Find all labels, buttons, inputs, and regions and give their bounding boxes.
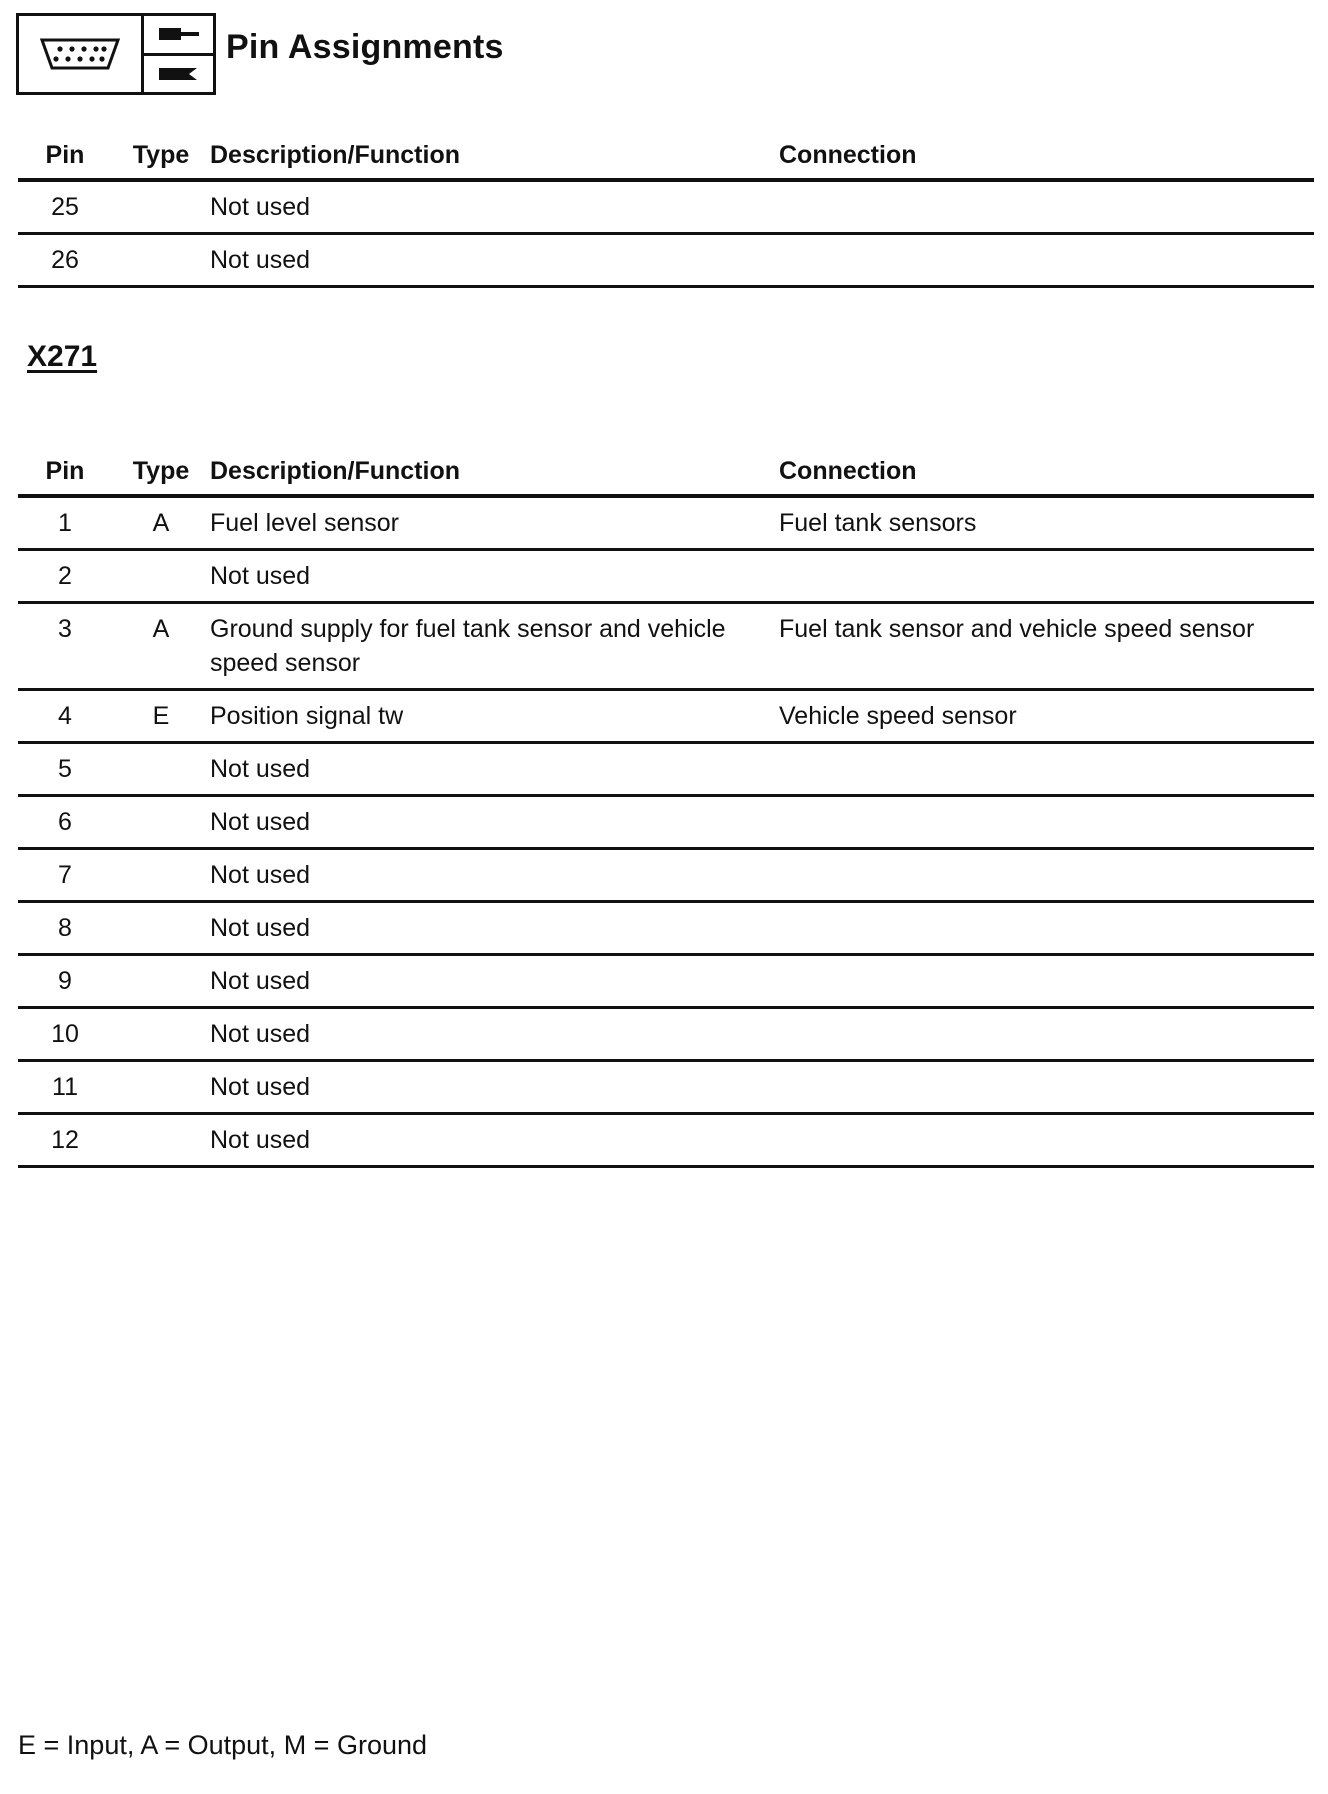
cell-pin: 12 (18, 1114, 112, 1167)
table-row (18, 1114, 1314, 1167)
cell-connection (779, 796, 1314, 849)
cell-connection (779, 902, 1314, 955)
cell-description: Position signal tw (210, 690, 779, 743)
cell-connection (779, 1008, 1314, 1061)
cell-type (112, 955, 210, 1008)
table-row (18, 234, 1314, 287)
cell-pin: 11 (18, 1061, 112, 1114)
cell-connection (779, 849, 1314, 902)
cell-pin: 8 (18, 902, 112, 955)
cell-connection (779, 234, 1314, 287)
column-header-connection: Connection (779, 130, 1314, 180)
cell-type (112, 849, 210, 902)
cell-description: Not used (210, 180, 779, 234)
cell-type (112, 1061, 210, 1114)
cell-connection (779, 550, 1314, 603)
cell-description: Not used (210, 1114, 779, 1167)
table-row (18, 603, 1314, 690)
column-header-description: Description/Function (210, 130, 779, 180)
pin-male-icon (144, 16, 213, 56)
table-row (18, 690, 1314, 743)
cell-description: Not used (210, 1061, 779, 1114)
cell-type: A (112, 603, 210, 690)
pin-female-icon (144, 56, 213, 93)
cell-pin: 25 (18, 180, 112, 234)
cell-description: Not used (210, 234, 779, 287)
cell-description: Fuel level sensor (210, 496, 779, 550)
cell-connection: Fuel tank sensors (779, 496, 1314, 550)
table-row (18, 743, 1314, 796)
cell-pin: 10 (18, 1008, 112, 1061)
cell-connection (779, 1061, 1314, 1114)
icon-box (16, 13, 216, 95)
cell-connection (779, 180, 1314, 234)
cell-type (112, 180, 210, 234)
cell-connection (779, 743, 1314, 796)
page-title: Pin Assignments (226, 27, 504, 66)
table-row (18, 550, 1314, 603)
cell-type (112, 743, 210, 796)
cell-description: Not used (210, 849, 779, 902)
section-label-x271: X271 (27, 340, 98, 373)
column-header-pin: Pin (18, 446, 112, 496)
cell-type (112, 234, 210, 287)
cell-type (112, 1114, 210, 1167)
pin-table-x271 (18, 446, 1314, 1168)
cell-type (112, 902, 210, 955)
column-header-type: Type (112, 130, 210, 180)
cell-description: Not used (210, 955, 779, 1008)
cell-description: Not used (210, 902, 779, 955)
cell-pin: 7 (18, 849, 112, 902)
table-row (18, 955, 1314, 1008)
table-row (18, 496, 1314, 550)
cell-description: Not used (210, 796, 779, 849)
table-header-row (18, 130, 1314, 180)
cell-connection: Fuel tank sensor and vehicle speed sensor (779, 603, 1314, 690)
table-header-row (18, 446, 1314, 496)
cell-type (112, 550, 210, 603)
cell-connection (779, 1114, 1314, 1167)
column-header-type: Type (112, 446, 210, 496)
type-legend: E = Input, A = Output, M = Ground (18, 1730, 428, 1760)
cell-pin: 6 (18, 796, 112, 849)
table-row (18, 902, 1314, 955)
cell-type: E (112, 690, 210, 743)
cell-connection (779, 955, 1314, 1008)
column-header-pin: Pin (18, 130, 112, 180)
cell-type (112, 1008, 210, 1061)
connector-icon (19, 16, 144, 92)
cell-type (112, 796, 210, 849)
table-row (18, 796, 1314, 849)
cell-pin: 26 (18, 234, 112, 287)
cell-description: Not used (210, 743, 779, 796)
cell-pin: 3 (18, 603, 112, 690)
cell-description: Not used (210, 1008, 779, 1061)
page-header (16, 12, 504, 96)
table-row (18, 1061, 1314, 1114)
table-row (18, 849, 1314, 902)
cell-pin: 4 (18, 690, 112, 743)
cell-pin: 1 (18, 496, 112, 550)
cell-type: A (112, 496, 210, 550)
pin-icon-group (144, 16, 213, 92)
column-header-connection: Connection (779, 446, 1314, 496)
column-header-description: Description/Function (210, 446, 779, 496)
cell-pin: 5 (18, 743, 112, 796)
cell-pin: 9 (18, 955, 112, 1008)
cell-connection: Vehicle speed sensor (779, 690, 1314, 743)
table-row (18, 1008, 1314, 1061)
table-row (18, 180, 1314, 234)
pin-table-top (18, 130, 1314, 288)
cell-description: Ground supply for fuel tank sensor and vehicle speed sensor (210, 603, 779, 690)
cell-pin: 2 (18, 550, 112, 603)
cell-description: Not used (210, 550, 779, 603)
